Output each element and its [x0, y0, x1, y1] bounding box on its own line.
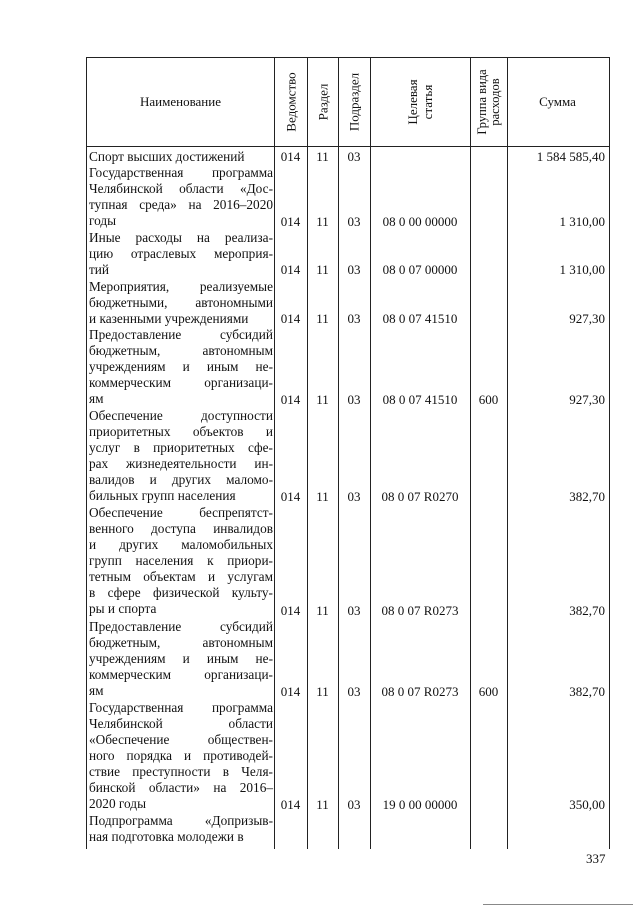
row-name-line: тий [89, 262, 110, 277]
row-name-line: цию отраслевых мероприя- [89, 246, 273, 261]
cell-summa: 350,00 [569, 797, 605, 812]
row-name-line: Иные расходы на реализа- [89, 230, 273, 245]
cell-razdel: 11 [316, 149, 329, 164]
row-name-line: коммерческим организаци- [89, 375, 273, 391]
row-name-line: и казенными учреждениями [89, 310, 249, 326]
cell-summa: 382,70 [569, 602, 605, 618]
column-divider [507, 58, 508, 849]
row-name [89, 408, 273, 504]
row-name-line: бюджетным, автономным [89, 343, 273, 359]
row-name [89, 279, 273, 327]
row-name-line: ры и спорта [89, 601, 157, 617]
column-divider [470, 58, 471, 849]
cell-podrazdel: 03 [347, 262, 361, 278]
cell-podrazdel: 03 [347, 149, 361, 164]
header-razdel: Раздел [315, 83, 331, 121]
cell-vedomstvo: 014 [280, 489, 301, 505]
cell-vedomstvo: 014 [280, 602, 301, 618]
row-name-line: Челябинской области «Дос- [89, 181, 273, 197]
row-name-line: ям [89, 682, 104, 698]
cell-podrazdel: 03 [347, 489, 361, 505]
row-name [89, 619, 273, 699]
row-name [89, 327, 273, 407]
row-name-line: ная подготовка молодежи в [89, 829, 244, 845]
header-tselevaya-statya: Целевая статья [405, 79, 435, 125]
row-name-line: учреждениям и иным не- [89, 359, 273, 375]
cell-tselevaya-statya: 08 0 07 41510 [382, 311, 458, 326]
row-name-line: Подпрограмма «Допризыв- [89, 813, 273, 829]
cell-tselevaya-statya: 08 0 07 00000 [382, 262, 458, 278]
row-name-line: бюджетными, автономными [89, 294, 273, 310]
row-name-line: ствие преступности в Челя- [89, 763, 273, 779]
row-name-line: 2020 годы [89, 795, 147, 811]
row-name [89, 149, 273, 165]
cell-tselevaya-statya: 08 0 07 R0273 [381, 683, 459, 699]
row-name [89, 700, 273, 812]
cell-vedomstvo: 014 [280, 797, 301, 812]
row-name-line: венного доступа инвалидов [89, 521, 273, 537]
cell-podrazdel: 03 [347, 797, 361, 812]
row-name-line: годы [89, 213, 117, 229]
budget-table [86, 57, 610, 849]
header-summa: Сумма [539, 94, 576, 109]
cell-summa: 927,30 [569, 311, 605, 326]
row-name-line: Мероприятия, реализуемые [89, 278, 273, 294]
column-divider [274, 58, 275, 849]
cell-summa: 1 584 585,40 [536, 149, 605, 164]
row-name-line: коммерческим организаци- [89, 666, 273, 682]
header-gruppa-vida: Группа вида расходов [475, 69, 502, 135]
row-name-line: тупная среда» на 2016–2020 [89, 197, 273, 213]
row-name-line: Обеспечение беспрепятст- [89, 505, 273, 521]
row-name-line: приоритетных объектов и [89, 424, 273, 440]
cell-summa: 382,70 [569, 489, 605, 505]
cell-tselevaya-statya: 08 0 00 00000 [382, 213, 458, 229]
row-name [89, 813, 273, 845]
cell-podrazdel: 03 [347, 602, 361, 618]
row-name-line: услуг в приоритетных сфе- [89, 440, 273, 456]
page-number: 337 [586, 851, 606, 866]
column-divider [338, 58, 339, 849]
cell-vedomstvo: 014 [280, 683, 301, 699]
row-name-line: рах жизнедеятельности ин- [89, 456, 273, 472]
cell-summa: 927,30 [569, 392, 605, 407]
header-vedomstvo: Ведомство [283, 72, 299, 132]
row-name [89, 505, 273, 617]
cell-podrazdel: 03 [347, 683, 361, 699]
cell-summa: 1 310,00 [559, 213, 605, 229]
cell-razdel: 11 [316, 262, 329, 278]
row-name-line: учреждениям и иным не- [89, 650, 273, 666]
cell-podrazdel: 03 [347, 311, 361, 326]
cell-tselevaya-statya: 08 0 07 41510 [382, 392, 458, 407]
row-name-line: Обеспечение доступности [89, 408, 273, 424]
row-name-line: бинской области» на 2016– [89, 779, 273, 795]
cell-razdel: 11 [316, 311, 329, 326]
cell-tselevaya-statya: 08 0 07 R0270 [381, 489, 459, 505]
cell-razdel: 11 [316, 213, 329, 229]
cell-razdel: 11 [316, 602, 329, 618]
cell-summa: 382,70 [569, 683, 605, 699]
cell-razdel: 11 [316, 797, 329, 812]
cell-razdel: 11 [316, 392, 329, 407]
cell-podrazdel: 03 [347, 392, 361, 407]
row-name-line: бильных групп населения [89, 488, 236, 504]
header-divider [87, 146, 609, 147]
cell-vedomstvo: 014 [280, 149, 301, 164]
cell-razdel: 11 [316, 683, 329, 699]
cell-gruppa-vida: 600 [478, 683, 499, 699]
row-name-line: тетным объектам и услугам [89, 569, 273, 585]
cell-vedomstvo: 014 [280, 262, 301, 278]
column-divider [370, 58, 371, 849]
row-name-line: Государственная программа [89, 165, 273, 181]
cell-tselevaya-statya: 08 0 07 R0273 [381, 602, 459, 618]
row-name-line: ного порядка и противодей- [89, 747, 273, 763]
cell-gruppa-vida: 600 [478, 392, 499, 407]
row-name-line: Предоставление субсидий [89, 618, 273, 634]
row-name-line: в сфере физической культу- [89, 585, 273, 601]
row-name-line: ям [89, 391, 104, 407]
cell-vedomstvo: 014 [280, 392, 301, 407]
row-name-line: валидов и других маломо- [89, 472, 273, 488]
column-divider [307, 58, 308, 849]
cell-podrazdel: 03 [347, 213, 361, 229]
row-name-line: групп населения к приори- [89, 553, 273, 569]
header-name: Наименование [140, 94, 221, 109]
row-name-line: бюджетным, автономным [89, 634, 273, 650]
cell-summa: 1 310,00 [559, 262, 605, 278]
row-name [89, 230, 273, 278]
cell-razdel: 11 [316, 489, 329, 505]
row-name-line: «Обеспечение обществен- [89, 731, 273, 747]
header-podrazdel: Подраздел [346, 72, 362, 132]
row-name-line: Челябинской области [89, 715, 273, 731]
cell-vedomstvo: 014 [280, 311, 301, 326]
cell-tselevaya-statya: 19 0 00 00000 [382, 797, 458, 812]
row-name [89, 165, 273, 229]
cell-vedomstvo: 014 [280, 213, 301, 229]
row-name-line: Предоставление субсидий [89, 327, 273, 343]
row-name-line: и других маломобильных [89, 537, 273, 553]
row-name-line: Спорт высших достижений [89, 149, 245, 164]
row-name-line: Государственная программа [89, 699, 273, 715]
